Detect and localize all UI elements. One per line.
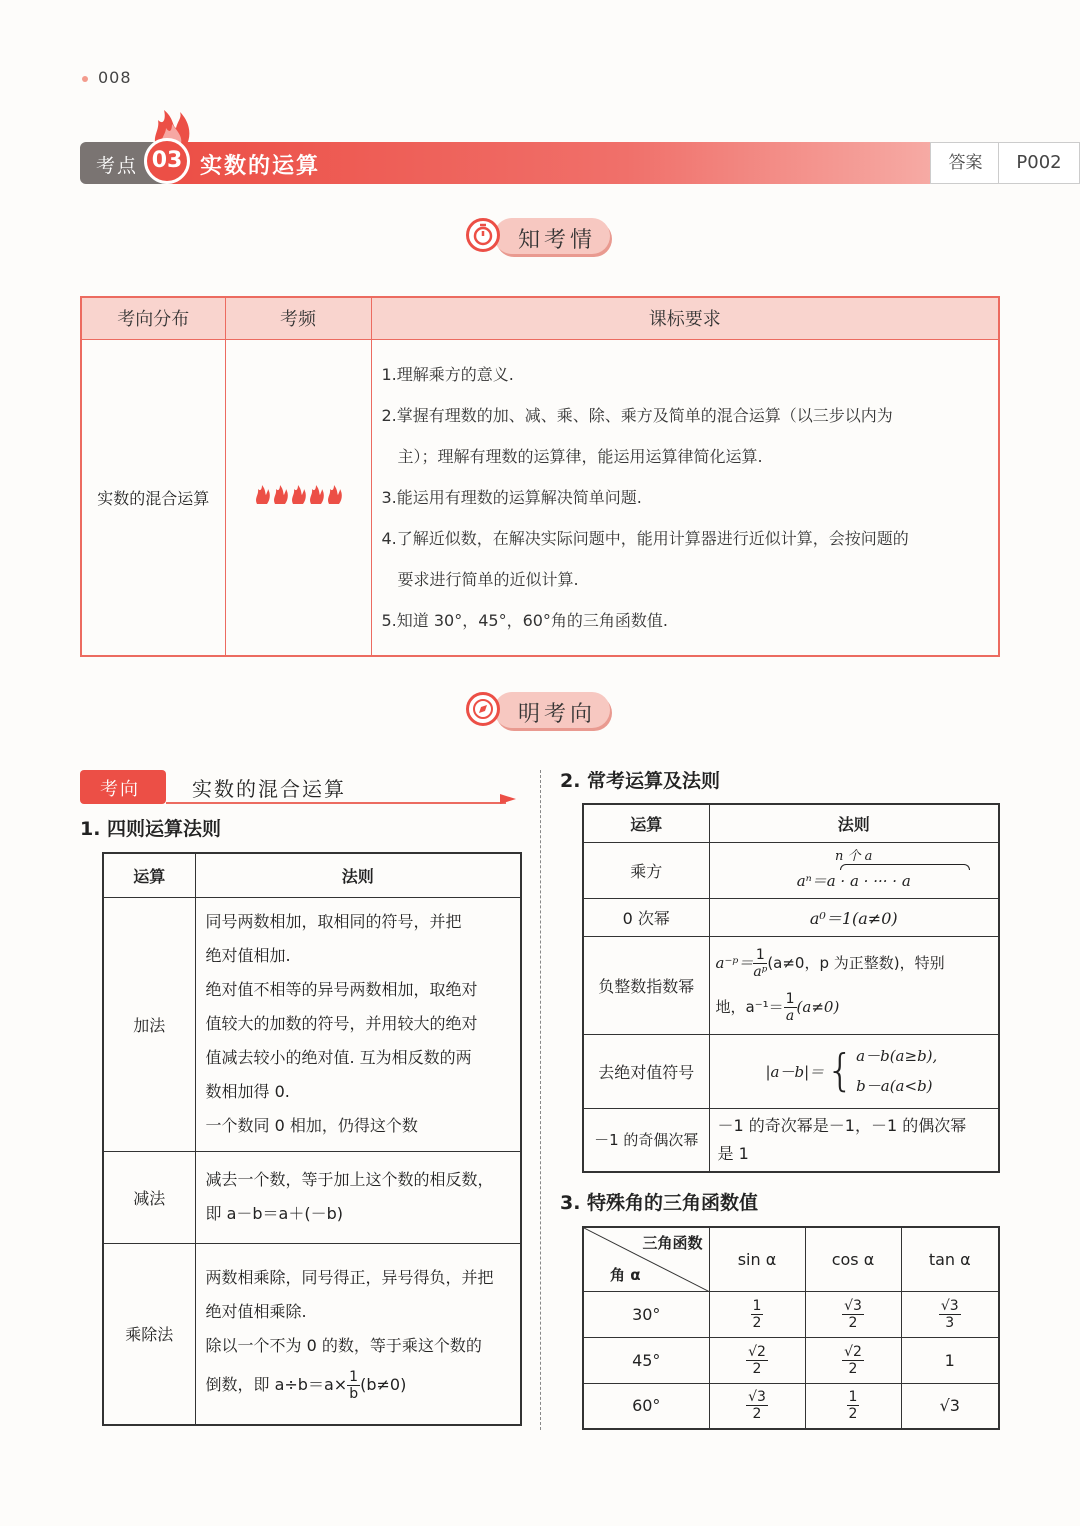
value-cell bbox=[709, 1291, 805, 1337]
topic-title: 实数的运算 bbox=[200, 154, 321, 179]
formula: (a≠0) bbox=[796, 998, 840, 1016]
stopwatch-icon bbox=[466, 218, 500, 252]
rule-line bbox=[206, 1363, 513, 1407]
op-cell: 加法 bbox=[103, 897, 195, 1151]
frac-den: 2 bbox=[752, 1314, 762, 1331]
kaoxiang-title: 实数的混合运算 bbox=[192, 777, 346, 801]
angle-cell: 45° bbox=[583, 1337, 709, 1383]
value-cell bbox=[805, 1337, 901, 1383]
value-cell bbox=[709, 1383, 805, 1429]
table-header: 法则 bbox=[709, 804, 999, 842]
rule-text: (b≠0) bbox=[360, 1374, 407, 1394]
formula: aⁿ＝a · a · ··· · a bbox=[796, 871, 911, 890]
op-cell: 乘除法 bbox=[103, 1243, 195, 1425]
table-header: 法则 bbox=[195, 853, 521, 897]
frac-den: 2 bbox=[752, 1360, 762, 1377]
page-number: 008 bbox=[82, 68, 132, 87]
rule-line: 绝对值相加. bbox=[205, 946, 291, 965]
table-header: tan α bbox=[901, 1227, 999, 1291]
rule-line: 是 1 bbox=[717, 1143, 749, 1163]
frac-den: 2 bbox=[752, 1406, 762, 1423]
value-cell: 1 bbox=[901, 1337, 999, 1383]
rule-text: 地，a⁻¹＝ bbox=[715, 998, 784, 1016]
frac-num: 1 bbox=[785, 991, 795, 1007]
op-cell: 负整数指数幂 bbox=[583, 936, 709, 1034]
rule-line: 值较大的加数的符号，并用较大的绝对 bbox=[205, 1014, 478, 1033]
case-line: a－b(a≥b), bbox=[856, 1047, 938, 1065]
frac-num: √2 bbox=[844, 1343, 862, 1360]
frac-num: √3 bbox=[748, 1389, 766, 1406]
table-header: sin α bbox=[709, 1227, 805, 1291]
rule-line: 绝对值相乘除. bbox=[205, 1301, 307, 1321]
flame-rating-icon bbox=[254, 485, 270, 505]
op-cell: 乘方 bbox=[583, 842, 709, 898]
frac-num: 1 bbox=[752, 1297, 762, 1314]
flame-rating-icon bbox=[272, 485, 288, 505]
kaoxiang-header bbox=[80, 770, 516, 806]
answer-page-ref: P002 bbox=[998, 142, 1080, 184]
frac-den: 2 bbox=[848, 1360, 858, 1377]
rule-line: －1 的奇次幂是－1，－1 的偶次幂 bbox=[717, 1115, 967, 1135]
rule-cell: a⁰＝1(a≠0) bbox=[709, 898, 999, 936]
rule-line: 一个数同 0 相加，仍得这个数 bbox=[205, 1116, 418, 1135]
answer-label: 答案 bbox=[930, 142, 1000, 184]
value-cell: √3 bbox=[901, 1383, 999, 1429]
frequency-cell bbox=[225, 339, 371, 656]
requirement-item: 3.能运用有理数的运算解决简单问题. bbox=[381, 487, 642, 507]
kaoxiang-tag: 考向 bbox=[80, 770, 166, 804]
requirements-cell bbox=[371, 339, 999, 656]
flame-rating-icon bbox=[290, 485, 306, 505]
frac-num: 1 bbox=[349, 1368, 359, 1385]
requirement-item: 4.了解近似数，在解决实际问题中，能用计算器进行近似计算，会按问题的 bbox=[381, 528, 909, 548]
part2-heading: 2. 常考运算及法则 bbox=[560, 770, 721, 792]
corner-top-label: 三角函数 bbox=[642, 1234, 703, 1252]
column-divider bbox=[540, 770, 541, 1430]
frac-num: 1 bbox=[753, 947, 767, 964]
table-header: 运算 bbox=[583, 804, 709, 842]
frac-num: √2 bbox=[748, 1343, 766, 1360]
case-line: b－a(a<b) bbox=[856, 1077, 933, 1095]
frac-den: 2 bbox=[848, 1406, 858, 1423]
rule-line: 除以一个不为 0 的数，等于乘这个数的 bbox=[205, 1335, 482, 1355]
op-cell: 0 次幂 bbox=[583, 898, 709, 936]
common-operations-table bbox=[582, 803, 1000, 1173]
requirement-item: 2.掌握有理数的加、减、乘、除、乘方及简单的混合运算（以三步以内为 bbox=[381, 405, 893, 425]
requirement-item: 1.理解乘方的意义. bbox=[381, 364, 514, 384]
corner-cell bbox=[583, 1227, 709, 1291]
rule-cell: |a－b|＝ { a－b(a≥b), b－a(a<b) bbox=[709, 1034, 999, 1108]
frac-num: 1 bbox=[848, 1389, 858, 1406]
frequency-rating bbox=[253, 490, 343, 509]
table-header: 运算 bbox=[103, 853, 195, 897]
value-cell bbox=[805, 1383, 901, 1429]
rule-line: 绝对值不相等的异号两数相加，取绝对 bbox=[205, 980, 478, 999]
angle-cell: 60° bbox=[583, 1383, 709, 1429]
corner-bottom-label: 角 α bbox=[610, 1265, 641, 1284]
part3-heading: 3. 特殊角的三角函数值 bbox=[560, 1192, 759, 1214]
frac-den: b bbox=[349, 1385, 359, 1402]
op-cell: 减法 bbox=[103, 1151, 195, 1243]
op-cell: －1 的奇偶次幂 bbox=[583, 1108, 709, 1172]
section-mingkaoxiang bbox=[466, 690, 616, 730]
rule-cell bbox=[709, 1108, 999, 1172]
compass-icon bbox=[466, 692, 500, 726]
flame-rating-icon bbox=[326, 485, 342, 505]
table-header: cos α bbox=[805, 1227, 901, 1291]
section-label: 知考情 bbox=[518, 228, 597, 253]
frac-den: aᵖ bbox=[753, 964, 768, 980]
op-cell: 去绝对值符号 bbox=[583, 1034, 709, 1108]
value-cell bbox=[709, 1337, 805, 1383]
frac-num: √3 bbox=[940, 1297, 959, 1314]
rule-line: 同号两数相加，取相同的符号，并把 bbox=[205, 912, 462, 931]
rule-line: 减去一个数，等于加上这个数的相反数， bbox=[205, 1170, 494, 1189]
table-header: 课标要求 bbox=[371, 297, 999, 339]
section-zhikaoqing bbox=[466, 216, 616, 256]
badge-label: 考点 bbox=[96, 155, 139, 177]
part1-heading: 1. 四则运算法则 bbox=[80, 818, 222, 840]
topic-cell: 实数的混合运算 bbox=[81, 339, 225, 656]
rule-cell bbox=[195, 1151, 521, 1243]
rule-cell bbox=[709, 842, 999, 898]
rule-line: 数相加得 0. bbox=[205, 1082, 290, 1101]
topic-banner bbox=[80, 142, 1062, 184]
angle-cell: 30° bbox=[583, 1291, 709, 1337]
table-header: 考频 bbox=[225, 297, 371, 339]
frac-den: 2 bbox=[848, 1314, 858, 1331]
topic-number: 03 bbox=[144, 138, 190, 184]
frac-den: a bbox=[785, 1008, 795, 1024]
value-cell bbox=[805, 1291, 901, 1337]
rule-cell bbox=[195, 1243, 521, 1425]
rule-line: 即 a－b＝a＋(－b) bbox=[205, 1204, 343, 1223]
section-label: 明考向 bbox=[518, 702, 597, 727]
rule-line: 两数相乘除，同号得正，异号得负，并把 bbox=[205, 1267, 494, 1287]
requirement-item: 主）；理解有理数的运算律，能运用运算律简化运算. bbox=[397, 446, 763, 466]
requirement-item: 要求进行简单的近似计算. bbox=[397, 569, 579, 589]
exam-overview-table bbox=[80, 296, 1000, 657]
formula: a⁻ᵖ＝ bbox=[715, 954, 754, 972]
rule-cell bbox=[195, 897, 521, 1151]
brace-label: n 个 a bbox=[835, 848, 873, 864]
table-header: 考向分布 bbox=[81, 297, 225, 339]
flame-rating-icon bbox=[308, 485, 324, 505]
rule-text: 倒数，即 a÷b＝a× bbox=[205, 1374, 348, 1394]
formula: |a－b|＝ bbox=[765, 1062, 825, 1081]
rule-line: 值减去较小的绝对值. 互为相反数的两 bbox=[205, 1048, 472, 1067]
value-cell bbox=[901, 1291, 999, 1337]
arithmetic-rules-table bbox=[102, 852, 522, 1426]
requirement-item: 5.知道 30°，45°，60°角的三角函数值. bbox=[381, 610, 669, 630]
trig-values-table bbox=[582, 1226, 1000, 1430]
frac-den: 3 bbox=[945, 1314, 955, 1331]
rule-cell bbox=[709, 936, 999, 1034]
rule-text: (a≠0，p 为正整数)，特别 bbox=[767, 954, 945, 972]
frac-num: √3 bbox=[844, 1297, 862, 1314]
